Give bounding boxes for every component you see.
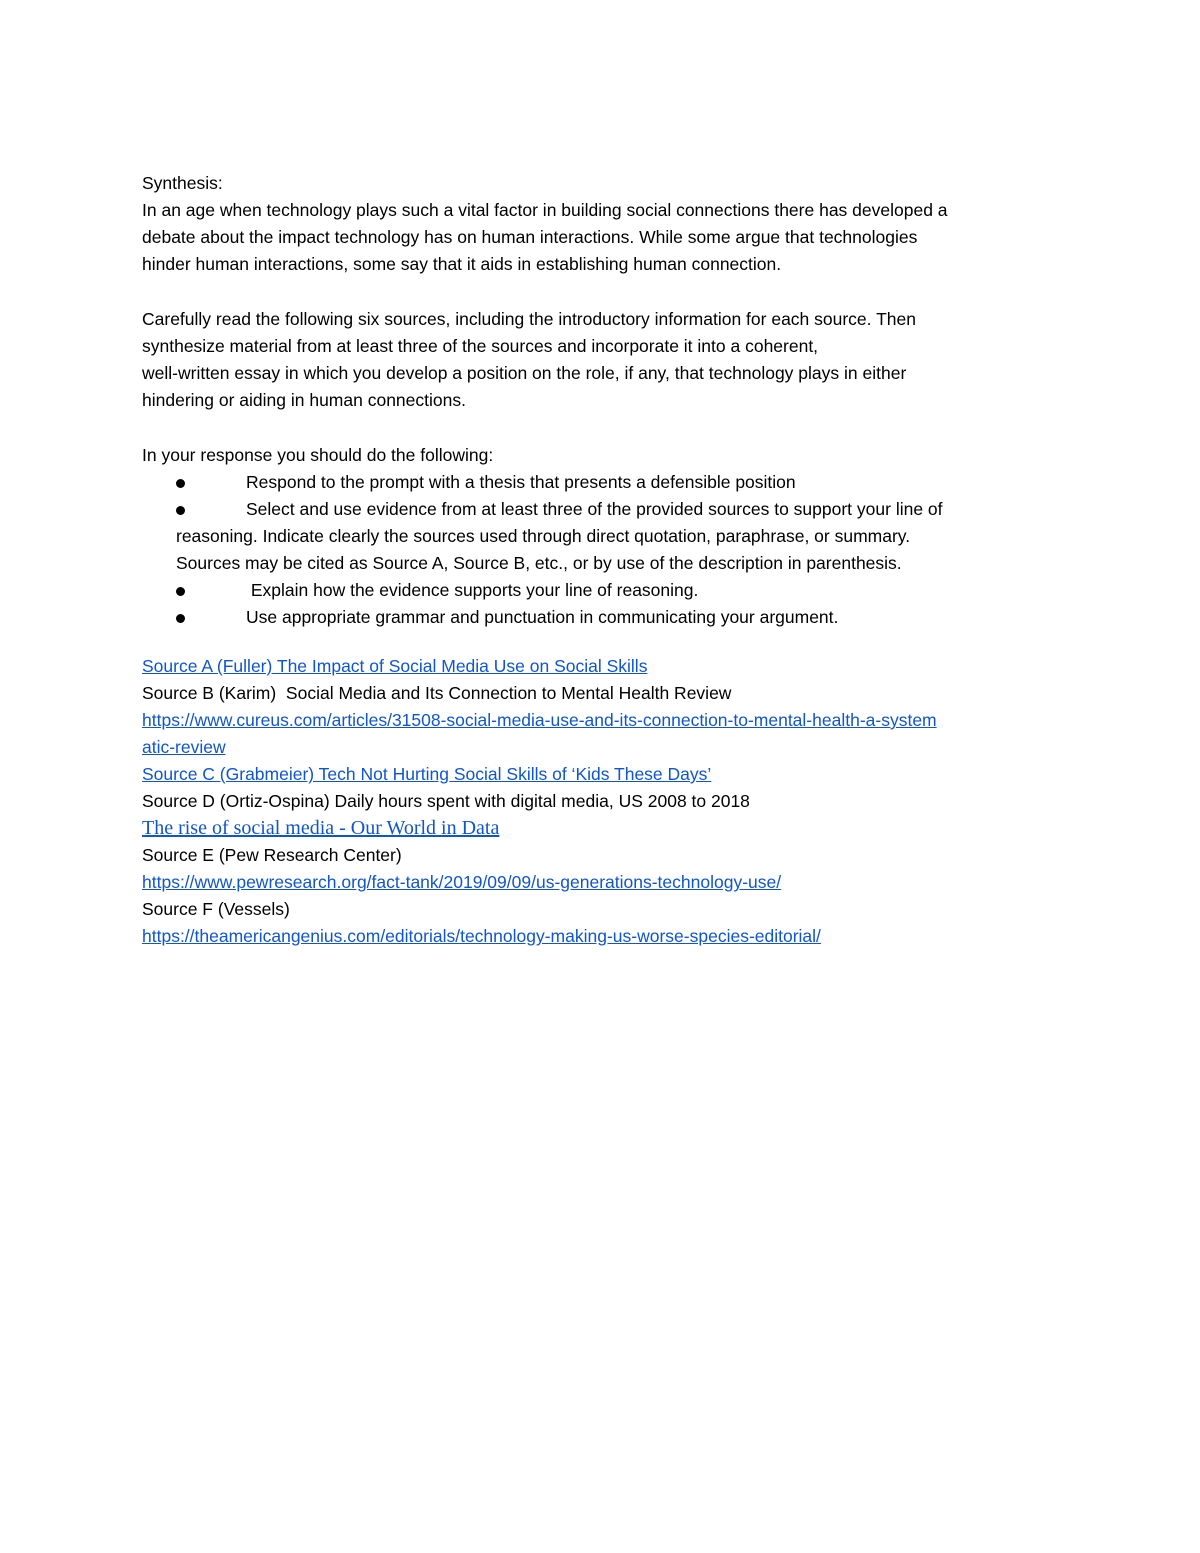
response-intro: In your response you should do the following: [142,445,494,465]
bullet-icon [176,506,185,515]
source-a-link[interactable]: Source A (Fuller) The Impact of Social Media Use on Social Skills [142,656,648,676]
source-b-url-line-1 [142,707,1072,734]
document-body [142,170,1072,950]
source-b-url-line-2 [142,734,1072,761]
list-item-text: Use appropriate grammar and punctuation in communicating your argument. [246,607,839,627]
bullet-icon [176,614,185,623]
source-d-link[interactable]: The rise of social media - Our World in Data [142,817,500,839]
requirements-list [142,469,1072,631]
paragraph-spacer [142,414,1072,442]
source-e-entry [142,869,1072,896]
bullet-icon [176,587,185,596]
source-a-entry [142,653,1072,680]
source-c-link[interactable]: Source C (Grabmeier) Tech Not Hurting Social Skills of ‘Kids These Days’ [142,764,712,784]
source-b-link-continuation[interactable]: atic-review [142,737,226,757]
source-b-text: Source B (Karim) Social Media and Its Connection to Mental Health Review [142,683,732,703]
source-f-text: Source F (Vessels) [142,899,290,919]
source-e-link[interactable]: https://www.pewresearch.org/fact-tank/2019/09/09/us-generations-technology-use/ [142,872,782,892]
source-f-link[interactable]: https://theamericangenius.com/editorials/technology-making-us-worse-species-editorial/ [142,926,821,946]
list-item [176,577,1072,604]
source-f-entry [142,923,1072,950]
source-e-text: Source E (Pew Research Center) [142,845,402,865]
bullet-icon [176,479,185,488]
list-item-text: Select and use evidence from at least three of the provided sources to support your line of [246,499,943,519]
prompt-line-2: synthesize material from at least three of the sources and incorporate it into a coherent, [142,336,819,356]
source-d-text: Source D (Ortiz-Ospina) Daily hours spent with digital media, US 2008 to 2018 [142,791,750,811]
prompt-line-3: well-written essay in which you develop a position on the role, if any, that technology plays in either [142,363,907,383]
source-b-link[interactable]: https://www.cureus.com/articles/31508-social-media-use-and-its-connection-to-mental-health-a-system [142,710,937,730]
prompt-line-4: hindering or aiding in human connections. [142,390,466,410]
paragraph-spacer [142,631,1072,653]
list-item-continuation: reasoning. Indicate clearly the sources used through direct quotation, paraphrase, or summary. [176,526,911,546]
section-heading: Synthesis: [142,173,223,193]
intro-line-1: In an age when technology plays such a vital factor in building social connections there has developed a [142,200,948,220]
list-item-text: Respond to the prompt with a thesis that presents a defensible position [246,472,796,492]
prompt-line-1: Carefully read the following six sources, including the introductory information for each source. Then [142,309,916,329]
list-item-continuation: Sources may be cited as Source A, Source B, etc., or by use of the description in parenthesis. [176,553,902,573]
list-item [176,469,1072,496]
paragraph-spacer [142,278,1072,306]
list-item [176,604,1072,631]
intro-line-3: hinder human interactions, some say that it aids in establishing human connection. [142,254,782,274]
list-item [176,496,1072,577]
source-d-entry [142,815,1072,842]
source-c-entry [142,761,1072,788]
intro-line-2: debate about the impact technology has on human interactions. While some argue that technologies [142,227,918,247]
list-item-text: Explain how the evidence supports your line of reasoning. [246,580,699,600]
